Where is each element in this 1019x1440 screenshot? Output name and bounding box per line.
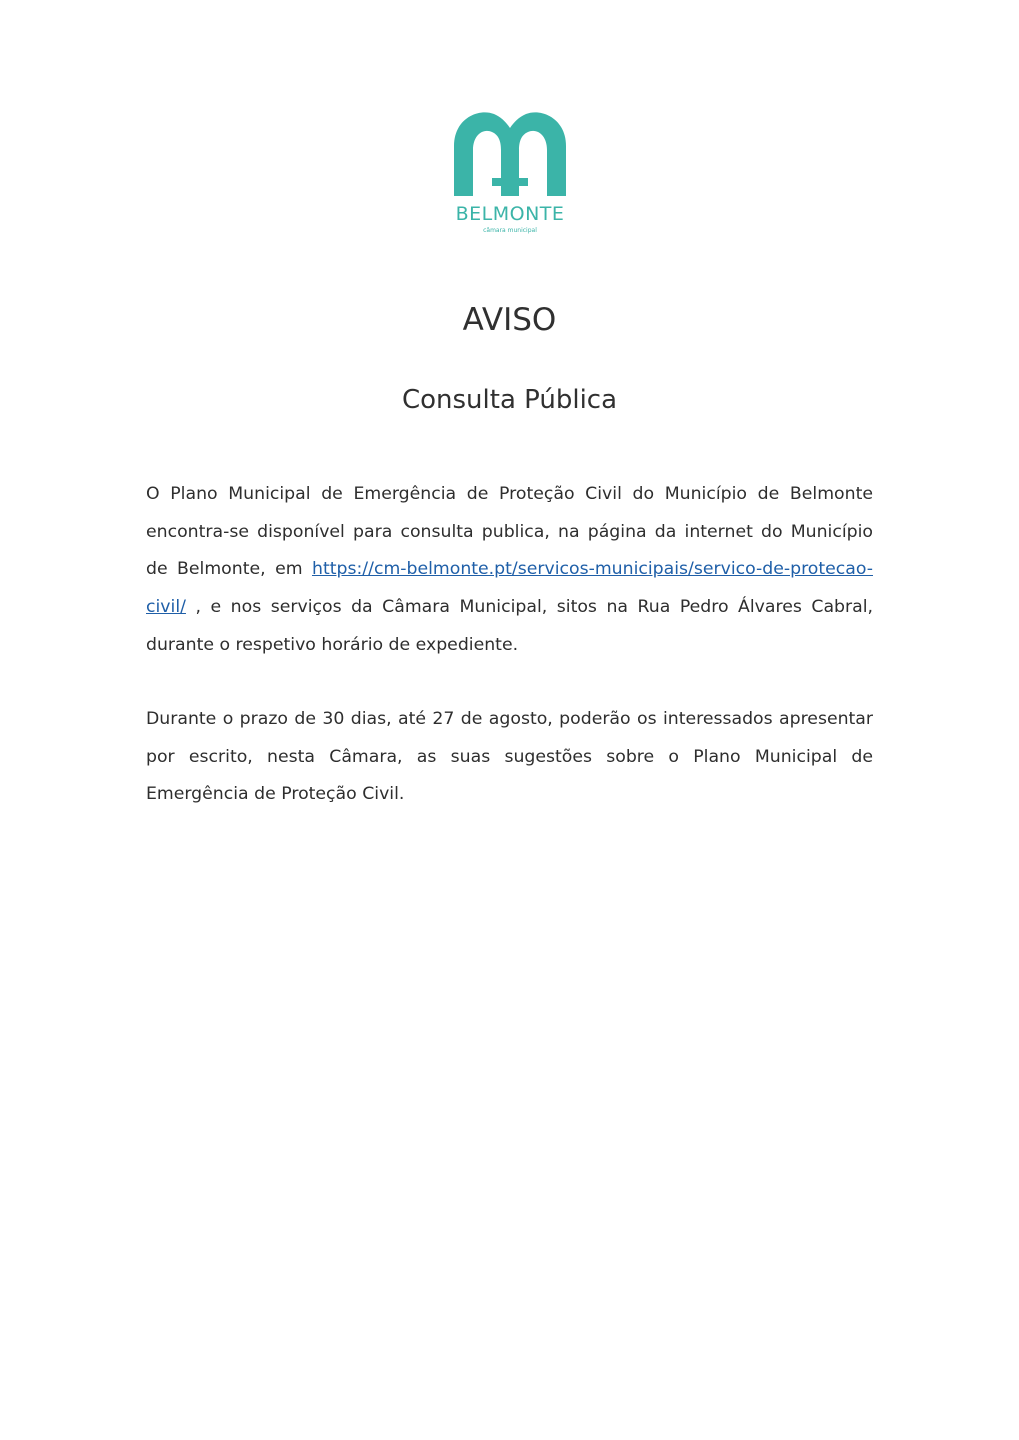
protecao-civil-link[interactable]: https://cm-belmonte.pt/servicos-municipais/servico-de-protecao-civil/ xyxy=(146,559,873,618)
logo-subtitle: câmara municipal xyxy=(483,227,537,234)
logo-wordmark: BELMONTE xyxy=(455,203,565,225)
notice-subtitle: Consulta Pública xyxy=(401,385,618,415)
paragraph-availability xyxy=(146,476,873,665)
paragraph-availability-after: , e nos serviços da Câmara Municipal, sitos na Rua Pedro Álvares Cabral, durante o respetivo horário de expediente. xyxy=(146,597,873,655)
paragraph-deadline: Durante o prazo de 30 dias, até 27 de agosto, poderão os interessados apresentar por escrito, nesta Câmara, as suas sugestões sobre o Plano Municipal de Emergência de Proteção Civil. xyxy=(146,709,873,805)
paragraph-availability-before: O Plano Municipal de Emergência de Proteção Civil do Município de Belmonte encontra-se disponível para consulta publica, na página da internet do Município de Belmonte, em xyxy=(146,484,873,580)
belmonte-logo-mark-icon xyxy=(449,108,571,200)
belmonte-logo xyxy=(449,108,571,240)
notice-title: AVISO xyxy=(462,302,557,338)
